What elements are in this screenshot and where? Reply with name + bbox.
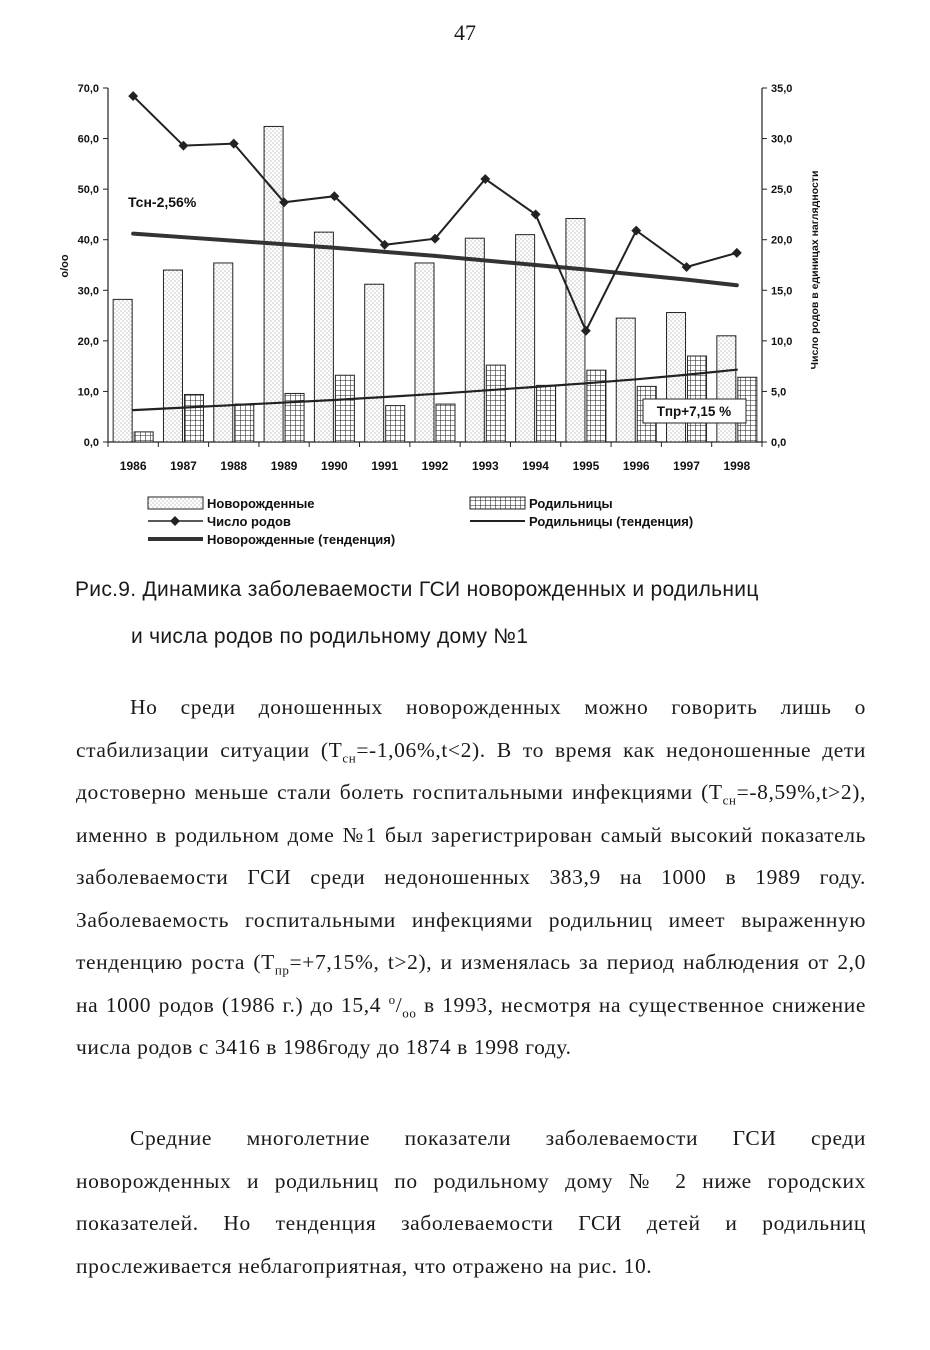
y-right-tick-label: 15,0	[771, 285, 793, 298]
x-tick-label: 1986	[119, 459, 147, 473]
bar-mothers	[184, 394, 203, 442]
y-right-axis-label: Число родов в единицах наглядности	[809, 170, 821, 370]
bar-newborns	[717, 336, 736, 442]
caption-line-2: и числа родов по родильному дому №1	[131, 625, 529, 648]
y-left-tick-label: 0,0	[83, 437, 99, 449]
legend-label-newborns-trend: Новорожденные (тенденция)	[207, 532, 396, 547]
x-tick-label: 1995	[572, 459, 600, 473]
annotation-tsn: Тсн-2,56%	[128, 194, 197, 210]
x-tick-label: 1998	[723, 459, 751, 473]
y-left-tick-label: 20,0	[77, 335, 99, 348]
y-left-tick-label: 50,0	[77, 184, 99, 197]
bar-newborns	[214, 263, 233, 442]
legend	[148, 496, 693, 547]
caption-line-1: Рис.9. Динамика заболеваемости ГСИ новорожденных и родильниц	[75, 578, 759, 601]
legend-label-births: Число родов	[207, 514, 291, 529]
y-right-tick-label: 35,0	[771, 83, 793, 95]
paragraph-1-text: =-1,06%,t<2). В то время как недоношенные дети достоверно меньше стали болеть госпитальными инфекциями (Т	[76, 737, 867, 804]
x-tick-label: 1987	[170, 459, 197, 473]
paragraph-1-text: =-8,59%,t>2), именно в родильном доме №1 был зарегистрирован самый высокий показатель заболеваемости ГСИ среди недоношенных 383,9 на 1000 в 1989 году. Заболеваемость госпитальными инфекциями родильниц имеет выраженную тенденцию роста (Т	[76, 780, 866, 974]
x-tick-label: 1991	[371, 459, 399, 473]
page-number: 47	[454, 20, 476, 45]
y-right-tick-label: 5,0	[771, 386, 787, 399]
marker-births	[732, 248, 742, 258]
y-left-axis-label: о/оо	[59, 254, 71, 278]
legend-label-mothers: Родильницы	[529, 496, 613, 511]
subscript: сн	[722, 792, 737, 808]
paragraph-1-text: =+7,15%, t>2), и изменялась за период наблюдения от 2,0 на 1000 родов (1986 г.) до 15,4	[76, 950, 866, 1017]
y-left-tick-label: 40,0	[77, 234, 99, 247]
x-tick-label: 1994	[522, 459, 549, 473]
paragraph-1-text: в 1993, несмотря на существенное снижение числа родов с 3416 в 1986году до 1874 в 1998 году.	[76, 992, 866, 1059]
bar-newborns	[465, 238, 484, 442]
bar-mothers	[436, 404, 455, 442]
y-right-tick-label: 20,0	[771, 234, 793, 247]
y-right-tick-label: 25,0	[771, 184, 793, 197]
y-left-tick-label: 60,0	[77, 133, 99, 146]
figure-9-chart	[40, 70, 821, 560]
x-tick-label: 1993	[471, 459, 499, 473]
x-tick-label: 1990	[321, 459, 348, 473]
bar-mothers	[235, 404, 254, 442]
y-right-tick-label: 30,0	[771, 133, 793, 146]
subscript: оо	[402, 1004, 417, 1020]
subscript: сн	[342, 749, 357, 765]
x-tick-label: 1997	[673, 459, 700, 473]
figure-caption	[75, 566, 875, 660]
bar-newborns	[314, 232, 333, 442]
y-left-tick-label: 10,0	[77, 386, 99, 399]
x-tick-label: 1992	[421, 459, 449, 473]
bar-newborns	[365, 284, 384, 442]
paragraph-2-text: Средние многолетние показатели заболеваемости ГСИ среди новорожденных и родильниц по родильному дому № 2 ниже городских показателей. Но тенденция заболеваемости ГСИ детей и родильниц прослеживается неблагоприятная, что отражено на рис. 10.	[76, 1126, 866, 1278]
x-tick-label: 1996	[622, 459, 650, 473]
bar-mothers	[134, 432, 153, 442]
x-tick-label: 1989	[270, 459, 298, 473]
legend-marker-births	[170, 516, 180, 526]
bar-newborns	[415, 263, 434, 442]
legend-swatch-mothers	[470, 497, 525, 509]
bar-mothers	[335, 375, 354, 442]
y-right-tick-label: 10,0	[771, 335, 793, 348]
x-tick-label: 1988	[220, 459, 248, 473]
annotation-tpr: Тпр+7,15 %	[656, 404, 732, 419]
bar-newborns	[113, 299, 132, 442]
subscript: пр	[274, 962, 290, 978]
paragraph-2	[76, 1117, 866, 1287]
paragraph-1	[76, 686, 866, 1069]
bar-mothers	[486, 365, 505, 442]
y-left-tick-label: 70,0	[77, 83, 99, 95]
legend-label-mothers-trend: Родильницы (тенденция)	[529, 514, 694, 529]
bar-mothers	[386, 406, 405, 442]
legend-label-newborns: Новорожденные	[207, 496, 315, 511]
y-left-tick-label: 30,0	[77, 285, 99, 298]
paragraph-1-text: /	[395, 992, 403, 1017]
y-right-tick-label: 0,0	[771, 437, 787, 449]
bar-newborns	[264, 126, 283, 442]
bar-mothers	[537, 385, 556, 442]
paragraph-1-text: Но среди доношенных новорожденных можно говорить лишь о стабилизации ситуации (Т	[76, 695, 866, 762]
bar-newborns	[163, 270, 182, 442]
superscript: о	[388, 991, 396, 1007]
legend-swatch-newborns	[148, 497, 203, 509]
